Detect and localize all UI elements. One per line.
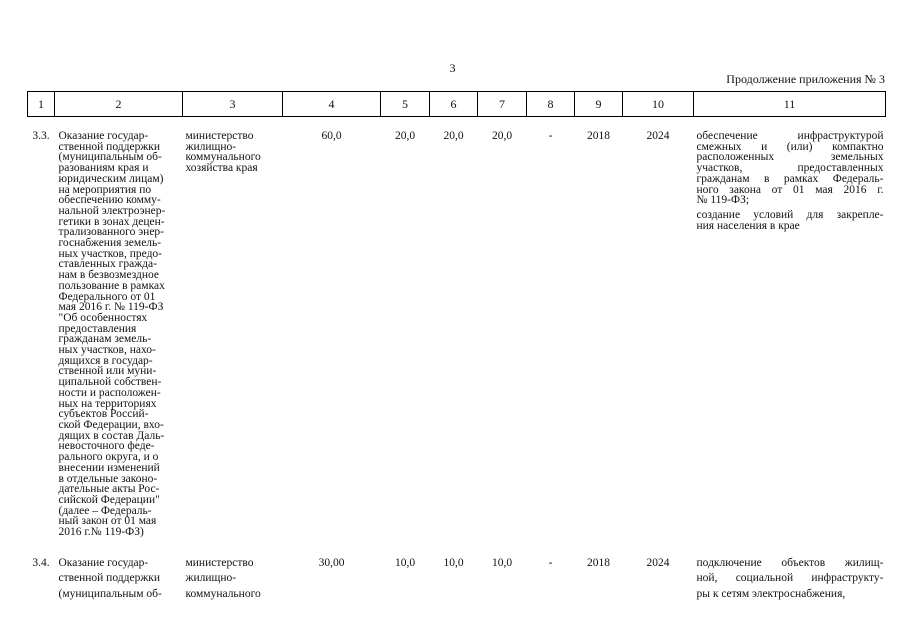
measure-name-line: Федерального от 01: [58, 290, 156, 303]
measure-name-line: "Об особенностях: [58, 311, 148, 324]
measure-name-line: внесении изменений: [58, 461, 160, 474]
measure-name-line: 2016 г.№ 119-ФЗ): [58, 526, 144, 539]
executor: [183, 556, 283, 603]
result-line: смежных и (или) компактно: [696, 140, 884, 153]
result-line: ния населения в крае: [696, 219, 800, 232]
measure-name-line: ности и расположен-: [58, 386, 161, 399]
executor: [183, 131, 283, 538]
total-amount: 30,00: [318, 556, 345, 569]
measure-name-line: пользование в рамках: [58, 279, 165, 292]
amount-other: -: [548, 556, 553, 569]
measure-name-line: (муниципальным об-: [58, 587, 162, 600]
table-row: [28, 556, 886, 603]
amount-year-3: 20,0: [491, 130, 513, 142]
executor-line: жилищно-: [185, 140, 237, 153]
measure-name-line: Оказание государ-: [58, 556, 149, 569]
measure-name-line: на мероприятия по: [58, 183, 152, 196]
measure-name-line: ской Федерации, вхо-: [58, 418, 164, 431]
header-cell: 9: [575, 92, 623, 117]
total-amount: 60,0: [321, 130, 342, 142]
measure-name-line: ный закон от 01 мая: [58, 515, 157, 528]
start-year: 2018: [587, 556, 610, 569]
measure-name-line: мая 2016 г. № 119-ФЗ: [58, 301, 164, 314]
measure-name-line: ственной или муни-: [58, 365, 157, 378]
header-row: [28, 92, 886, 117]
expected-result: [694, 131, 886, 538]
executor-line: министерство: [185, 130, 254, 142]
measure-name-line: субъектов Россий-: [58, 408, 149, 421]
measure-name-line: дательные акты Рос-: [58, 483, 160, 496]
result-line: № 119-ФЗ;: [696, 194, 750, 207]
header-cell: 11: [694, 92, 886, 117]
measure-name-line: ственной поддержки: [58, 572, 161, 585]
measure-name-line: ных участков, предо-: [58, 247, 162, 260]
header-cell: 2: [55, 92, 183, 117]
measure-name: [55, 556, 183, 603]
measure-name-line: рального округа, и о: [58, 451, 159, 464]
measure-name-line: обеспечению комму-: [58, 194, 161, 207]
executor-line: хозяйства края: [185, 162, 258, 175]
header-cell: 6: [430, 92, 478, 117]
start-year: 2018: [587, 130, 610, 142]
amount-year-1: 10,0: [394, 556, 416, 569]
row-number: 3.3.: [32, 130, 50, 142]
result-line: подключение объектов жилищ-: [696, 556, 884, 569]
measure-name-line: трализованного энер-: [58, 226, 165, 239]
amount-year-2: 20,0: [443, 130, 464, 142]
executor-line: коммунального: [185, 587, 261, 600]
header-cell: 4: [283, 92, 381, 117]
measure-name-line: ных участков, нахо-: [58, 344, 156, 357]
measure-name: [55, 131, 183, 538]
amount-year-2: 10,0: [443, 556, 464, 569]
result-line: ры к сетям электроснабжения,: [696, 587, 846, 600]
result-line: ной, социальной инфраструкту-: [696, 572, 884, 585]
measure-name-line: гражданам земель-: [58, 333, 152, 346]
end-year: 2024: [646, 556, 670, 569]
header-cell: 3: [183, 92, 283, 117]
measure-name-line: в отдельные законо-: [58, 472, 158, 485]
measure-name-line: нам в безвозмездное: [58, 269, 160, 282]
continuation-label: Продолжение приложения № 3: [726, 72, 885, 86]
amount-year-3: 10,0: [491, 556, 513, 569]
result-line: создание условий для закрепле-: [696, 208, 884, 221]
measure-name-line: ставленных гражда-: [58, 258, 157, 271]
table-row: [28, 131, 886, 538]
header-cell: 1: [28, 92, 55, 117]
header-cell: 8: [527, 92, 575, 117]
header-cell: 5: [381, 92, 430, 117]
result-line: гражданам в рамках Федераль-: [696, 172, 884, 185]
row-number: 3.4.: [32, 556, 50, 569]
measure-name-line: госнабжения земель-: [58, 237, 162, 250]
measure-name-line: юридическим лицам): [58, 172, 164, 185]
header-cell: 7: [478, 92, 527, 117]
measure-name-line: ципальной собствен-: [58, 376, 162, 389]
measure-name-line: ных на территориях: [58, 397, 157, 410]
end-year: 2024: [646, 130, 670, 142]
expected-result: [694, 556, 886, 603]
measure-name-line: предоставления: [58, 322, 137, 335]
page-number: 3: [449, 61, 456, 75]
result-line: участков, предоставленных: [696, 162, 884, 175]
measure-name-line: гетики в зонах децен-: [58, 215, 165, 228]
measure-name-line: сийской Федерации": [58, 493, 160, 506]
executor-line: жилищно-: [185, 572, 237, 585]
measure-name-line: разованиям края и: [58, 162, 149, 175]
executor-line: коммунального: [185, 151, 261, 164]
result-line: обеспечение инфраструктурой: [696, 130, 884, 142]
measure-name-line: (муниципальным об-: [58, 151, 162, 164]
amount-other: -: [548, 130, 553, 142]
result-line: ного закона от 01 мая 2016 г.: [696, 183, 884, 196]
header-cell: 10: [623, 92, 694, 117]
result-line: расположенных земельных: [696, 151, 884, 164]
measure-name-line: Оказание государ-: [58, 130, 149, 142]
amount-year-1: 20,0: [394, 130, 416, 142]
measure-name-line: нальной электроэнер-: [58, 204, 166, 217]
executor-line: министерство: [185, 556, 254, 569]
program-table: [27, 91, 886, 603]
measure-name-line: (далее – Федераль-: [58, 504, 152, 517]
measure-name-line: невосточного феде-: [58, 440, 155, 453]
measure-name-line: дящихся в государ-: [58, 354, 153, 367]
measure-name-line: ственной поддержки: [58, 140, 161, 153]
measure-name-line: дящих в состав Даль-: [58, 429, 165, 442]
